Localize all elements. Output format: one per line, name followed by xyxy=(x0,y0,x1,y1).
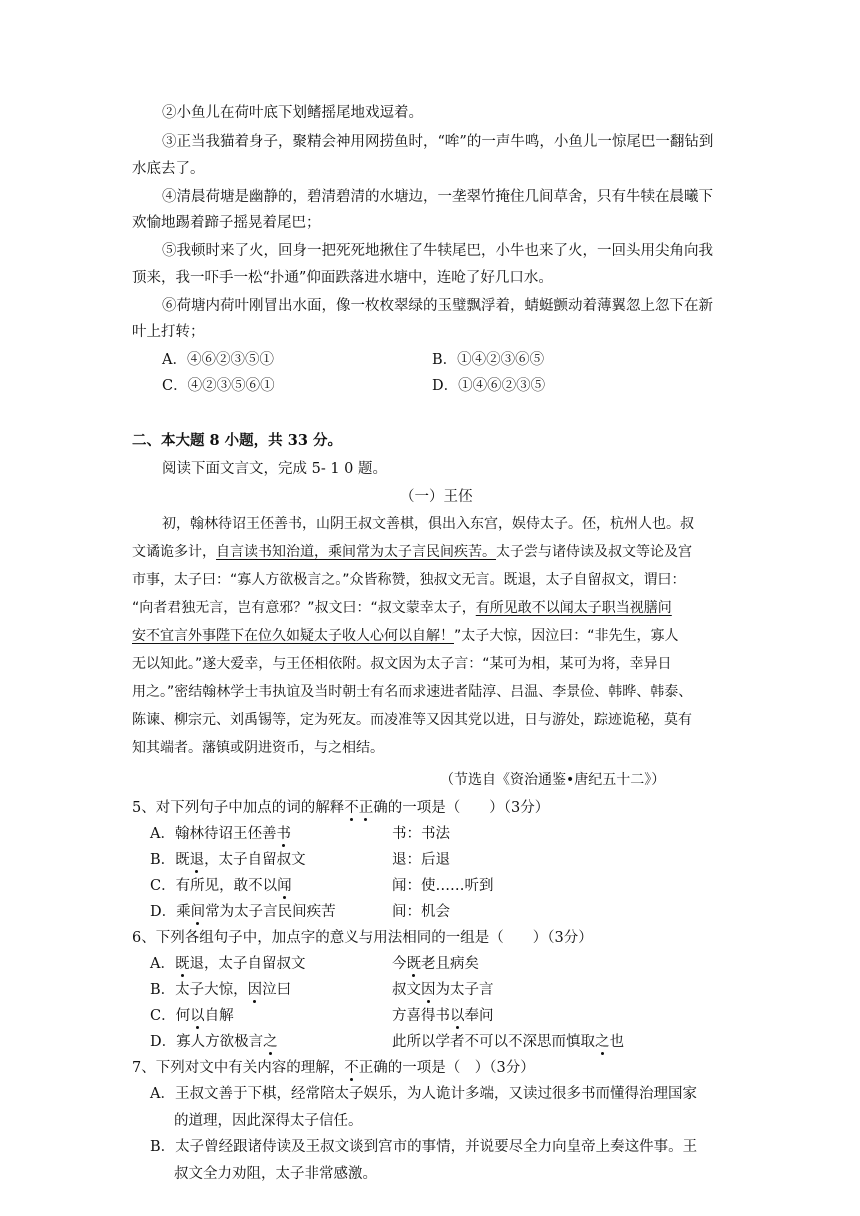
option-letter: C． xyxy=(150,1008,176,1024)
dotted-char: 闻 xyxy=(277,878,292,894)
option-text: 方喜得书 xyxy=(392,1008,450,1024)
dotted-char: 不 xyxy=(344,800,359,816)
q6-option-a-right xyxy=(392,954,479,974)
option-text: 叔文 xyxy=(392,982,421,998)
underlined-sentence-2-cont: 安不宜言外事陛下在位久如疑太子收人心何以自解！ xyxy=(132,628,454,644)
passage-line-3: 市事，太子曰：“寡人方欲极言之。”众皆称赞，独叔文无言。既退，太子自留叔文，谓曰： xyxy=(132,572,686,588)
option-letter: B． xyxy=(150,982,176,998)
passage-text: ”太子大惊，因泣曰：“非先生，寡人 xyxy=(454,628,679,644)
option-text: 寡人方欲极言 xyxy=(176,1034,264,1050)
q7-stem xyxy=(132,1058,535,1078)
item-5-line-2: 顶来，我一吓手一松“扑通”仰面跌落进水塘中，连呛了好几口水。 xyxy=(132,270,553,286)
dotted-char: 以 xyxy=(190,1008,205,1024)
item-2: ②小鱼儿在荷叶底下划鳍摇尾地戏逗着。 xyxy=(162,105,423,121)
q6-option-c-right xyxy=(392,1006,494,1026)
q5-option-c xyxy=(150,876,292,896)
dotted-char: 既 xyxy=(174,956,190,972)
q4-option-a: A．④⑥②③⑤① xyxy=(162,352,274,368)
passage-title: （一）王伾 xyxy=(400,489,473,505)
q6-option-d-right xyxy=(392,1032,624,1052)
passage-text: 文谲诡多计， xyxy=(132,544,216,560)
passage-source: （节选自《资治通鉴•唐纪五十二》） xyxy=(440,772,666,788)
q6-option-b xyxy=(150,980,291,1000)
item-3-line-1: ③正当我猫着身子，聚精会神用网捞鱼时，“哞”的一声牛鸣，小鱼儿一惊尾巴一翻钻到 xyxy=(162,134,714,150)
dotted-char: 既 xyxy=(406,956,421,972)
option-text: 为太子言 xyxy=(435,982,494,998)
dotted-char: 不 xyxy=(344,1060,359,1076)
option-text: 今 xyxy=(392,956,407,972)
q4-option-b: B．①④②③⑥⑤ xyxy=(432,352,545,368)
q6-option-b-right xyxy=(392,980,494,1000)
passage-line-7: 用之。”密结翰林学士韦执谊及当时朝士有名而求速进者陆淳、吕温、李景俭、韩晔、韩泰、 xyxy=(132,684,693,700)
option-letter: A． xyxy=(150,956,175,972)
passage-text: “向者君独无言，岂有意邪？”叔文曰：“叔文蒙幸太子， xyxy=(132,600,476,616)
option-text: 太子大惊， xyxy=(175,982,248,998)
passage-line-6: 无以知此。”遂大爱幸，与王伾相依附。叔文因为太子言：“某可为相，某可为将，幸异日 xyxy=(132,656,672,672)
q7-stem-text: 7、下列对文中有关内容的理解， xyxy=(132,1060,345,1076)
dotted-char: 之 xyxy=(595,1034,610,1050)
item-6-line-2: 叶上打转； xyxy=(132,324,205,340)
passage-line-5 xyxy=(132,626,679,646)
q4-option-d: D．①④⑥②③⑤ xyxy=(432,378,546,394)
q5-explanation-c: 闻：使……听到 xyxy=(392,878,494,894)
option-text: 此所以学者不可以不深思而慎取 xyxy=(392,1034,595,1050)
q5-stem xyxy=(132,798,549,818)
option-text: 也 xyxy=(609,1034,624,1050)
q7-stem-text: 正确的一项是（ ）（3分） xyxy=(358,1060,535,1076)
q5-option-b xyxy=(150,850,306,870)
q7-option-a-line-2: 的道理，因此深得太子信任。 xyxy=(174,1113,363,1129)
option-text: B．既 xyxy=(150,852,190,868)
option-text: 何 xyxy=(175,1008,191,1024)
q5-explanation-a: 书：书法 xyxy=(392,826,450,842)
passage-text: 太子尝与诸侍读及叔文等论及宫 xyxy=(496,544,692,560)
dotted-char: 间 xyxy=(190,904,206,920)
dotted-char: 之 xyxy=(263,1034,278,1050)
q6-option-a xyxy=(150,954,305,974)
item-5-line-1: ⑤我顿时来了火，回身一把死死地揪住了牛犊尾巴，小牛也来了火，一回头用尖角向我 xyxy=(162,243,713,259)
dotted-char: 书 xyxy=(276,826,291,842)
passage-line-8: 陈谏、柳宗元、刘禹锡等，定为死友。而凌准等又因其党以进，日与游处，踪迹诡秘，莫有 xyxy=(132,712,692,728)
q6-option-c xyxy=(150,1006,234,1026)
underlined-sentence-1: 自言读书知治道，乘间常为太子言民间疾苦。 xyxy=(216,544,496,560)
q5-option-d xyxy=(150,902,336,922)
option-text: 退，太子自留叔文 xyxy=(189,956,306,972)
option-text: C．有所见，敢不以 xyxy=(150,878,278,894)
q7-option-b-line-2: 叔文全力劝阻，太子非常感激。 xyxy=(174,1166,377,1182)
q6-option-d xyxy=(150,1032,278,1052)
q7-option-a-line-1: A．王叔文善于下棋，经常陪太子娱乐，为人诡计多端，又读过很多书而懂得治理国家 xyxy=(150,1086,697,1102)
q5-explanation-d: 间：机会 xyxy=(392,904,450,920)
dotted-char: 因 xyxy=(421,982,436,998)
q5-explanation-b: 退：后退 xyxy=(392,852,450,868)
item-6-line-1: ⑥荷塘内荷叶刚冒出水面，像一枚枚翠绿的玉璧飘浮着，蜻蜓颤动着薄翼忽上忽下在新 xyxy=(162,298,713,314)
q5-stem-text: 确的一项是（ ）（3分） xyxy=(373,800,550,816)
dotted-char: 以 xyxy=(450,1008,465,1024)
option-text: 泣曰 xyxy=(262,982,292,998)
option-text: 常为太子言民间疾苦 xyxy=(205,904,336,920)
option-text: D．乘 xyxy=(150,904,191,920)
option-text: ，太子自留叔文 xyxy=(204,852,306,868)
passage-line-2 xyxy=(132,542,692,562)
section-heading: 二、本大题 8 小题，共 33 分。 xyxy=(132,432,342,449)
item-3-line-2: 水底去了。 xyxy=(132,161,205,177)
q4-option-c: C．④②③⑤⑥① xyxy=(162,378,275,394)
dotted-char: 退 xyxy=(189,852,205,868)
q5-stem-text: 5、对下列句子中加点的词的解释 xyxy=(132,800,345,816)
passage-line-4 xyxy=(132,598,672,618)
dotted-char: 因 xyxy=(247,982,263,998)
item-4-line-1: ④清晨荷塘是幽静的，碧清碧清的水塘边，一垄翠竹掩住几间草舍，只有牛犊在晨曦下 xyxy=(162,189,713,205)
underlined-sentence-2: 有所见敢不以闻太子职当视膳问 xyxy=(475,600,672,616)
q7-option-b-line-1: B．太子曾经跟诸侍读及王叔文谈到宫市的事情，并说要尽全力向皇帝上奏这件事。王 xyxy=(150,1139,698,1155)
option-text: 自解 xyxy=(204,1008,234,1024)
q6-stem: 6、下列各组句子中，加点字的意义与用法相同的一组是（ ）（3分） xyxy=(132,930,593,946)
q5-option-a xyxy=(150,824,291,844)
passage-line-9: 知其端者。藩镇或阴进资币，与之相结。 xyxy=(132,740,384,756)
section-instruction: 阅读下面文言文，完成 5- 1 0 题。 xyxy=(162,461,388,477)
option-text: A．翰林待诏王伾善 xyxy=(150,826,277,842)
passage-line-1: 初，翰林待诏王伾善书，山阴王叔文善棋，俱出入东宫，娱侍太子。伾，杭州人也。叔 xyxy=(162,516,694,532)
option-text: 奉问 xyxy=(464,1008,494,1024)
option-text: 老且病矣 xyxy=(421,956,479,972)
dotted-char: 正 xyxy=(358,800,374,816)
option-letter: D． xyxy=(150,1034,177,1050)
item-4-line-2: 欢愉地踢着蹄子摇晃着尾巴； xyxy=(132,215,321,231)
